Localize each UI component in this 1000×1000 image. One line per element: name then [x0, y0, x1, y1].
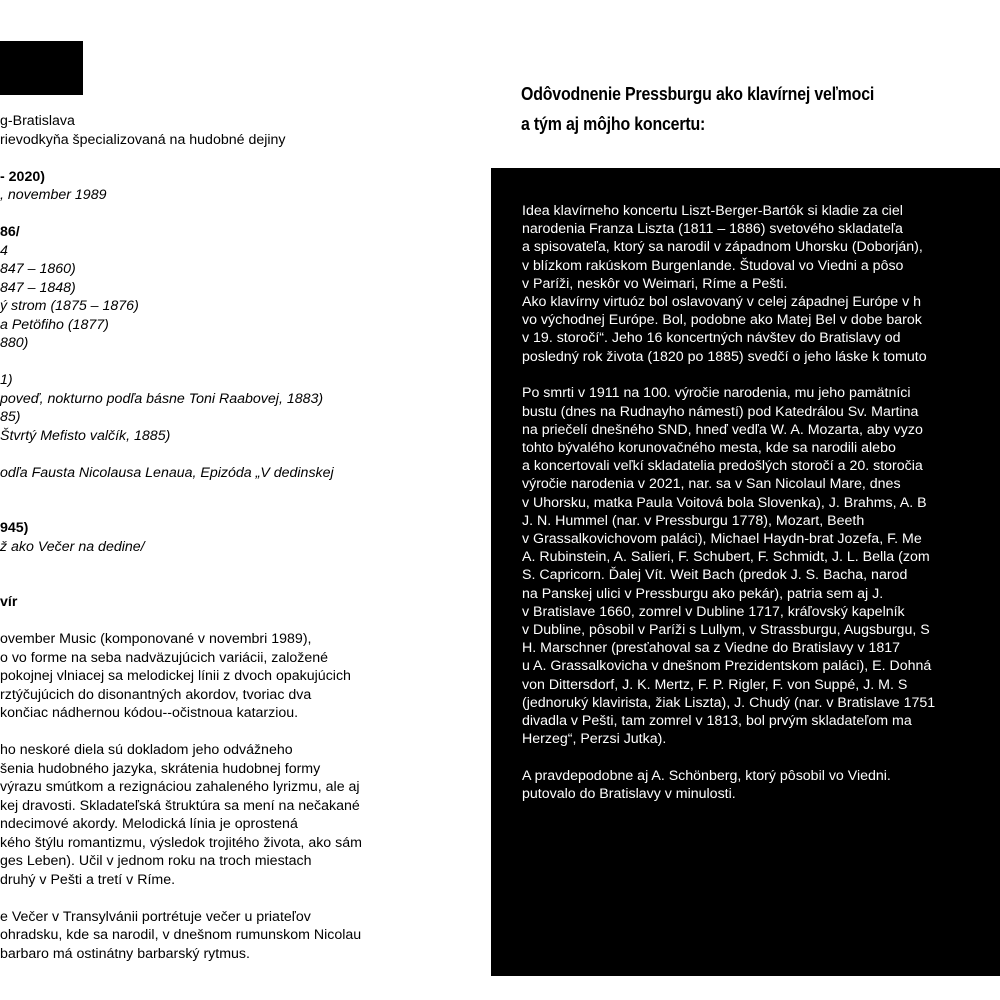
text-line: H. Marschner (presťahoval sa z Viedne do Bratislavy v 1817 [522, 640, 901, 657]
text-line: narodenia Franza Liszta (1811 – 1886) svetového skladateľa [522, 221, 903, 238]
text-line: , november 1989 [0, 187, 107, 203]
text-line: výrazu smútkom a rezignáciou zahaleného lyrizmu, ale aj [0, 779, 360, 795]
text-line: v 19. storočí“. Jeho 16 koncertných návštev do Bratislavy od [522, 330, 901, 347]
right-box-text [522, 202, 1000, 803]
text-line: ý strom (1875 – 1876) [0, 298, 139, 314]
heading-line-1: Odôvodnenie Pressburgu ako klavírnej veľmoci [521, 83, 875, 104]
text-line: v Paríži, neskôr vo Weimari, Ríme a Pešti. [522, 275, 788, 292]
text-line: u A. Grassalkovicha v dnešnom Prezidentskom paláci), E. Dohná [522, 658, 932, 675]
text-line: posledný rok života (1820 po 1885) svedčí o jeho láske k tomuto [522, 348, 927, 365]
text-line: barbaro má ostinátny barbarský rytmus. [0, 945, 250, 962]
text-line: e Večer v Transylvánii portrétuje večer u priateľov [0, 908, 311, 925]
text-line: v Dubline, pôsobil v Paríži s Lullym, v Strassburgu, Augsburgu, S [522, 621, 930, 638]
text-line: v Bratislave 1660, zomrel v Dubline 1717, kráľovský kapelník [522, 603, 905, 620]
text-line: v Grassalkovichovom paláci), Michael Haydn-brat Jozefa, F. Me [522, 530, 922, 547]
text-line: 945) [0, 520, 29, 536]
text-line: ž ako Večer na dedine/ [0, 538, 145, 555]
text-line: ohradsku, kde sa narodil, v dnešnom rumunskom Nicolau [0, 927, 362, 943]
right-page-heading [521, 79, 933, 139]
text-line: vo východnej Európe. Bol, podobne ako Matej Bel v dobe barok [522, 312, 922, 329]
text-line: kej dravosti. Skladateľská štruktúra sa mení na nečakané [0, 797, 360, 814]
text-line: ho neskoré diela sú dokladom jeho odvážneho [0, 742, 293, 758]
text-line: na Panskej ulici v Pressburgu ako pekár), patria sem aj J. [522, 585, 884, 602]
black-block [0, 41, 83, 95]
text-line: S. Capricorn. Ďalej Vít. Weit Bach (predok J. S. Bacha, narod [522, 567, 908, 584]
text-line: 847 – 1860) [0, 261, 76, 277]
text-line: 4 [0, 242, 8, 259]
text-line: v blízkom rakúskom Burgenlande. Študoval vo Viedni a pôso [522, 257, 904, 274]
text-line: odľa Fausta Nicolausa Lenaua, Epizóda „V dedinskej [0, 464, 334, 481]
text-line: Ako klavírny virtuóz bol oslavovaný v celej západnej Európe v h [522, 294, 922, 311]
text-line: divadla v Pešti, tam zomrel v 1813, bol prvým skladateľom ma [522, 712, 912, 729]
text-line: g-Bratislava [0, 113, 75, 129]
text-line: 847 – 1848) [0, 279, 76, 296]
text-line: vír [0, 594, 18, 610]
text-line: kého štýlu romantizmu, výsledok trojitého života, ako sám [0, 834, 362, 851]
text-line: Štvrtý Mefisto valčík, 1885) [0, 427, 171, 444]
text-line: v Uhorsku, matka Paula Voitová bola Slovenka), J. Brahms, A. B [522, 494, 927, 511]
text-line: poveď, nokturno podľa básne Toni Raabovej, 1883) [0, 390, 324, 407]
heading-line-2: a tým aj môjho koncertu: [521, 113, 706, 134]
text-line: rievodkyňa špecializovaná na hudobné dejiny [0, 131, 286, 148]
text-line: 86/ [0, 224, 20, 240]
text-line: tohto bývalého korunovačného mesta, kde sa narodili alebo [522, 439, 896, 456]
text-line: A. Rubinstein, A. Salieri, F. Schubert, F. Schmidt, J. L. Bella (zom [522, 549, 930, 566]
text-line: pokojnej vlniacej sa melodickej línii z dvoch opakujúcich [0, 668, 351, 684]
text-line: Idea klavírneho koncertu Liszt-Berger-Bartók si kladie za ciel [522, 203, 903, 219]
text-line: von Dittersdorf, J. K. Mertz, F. P. Rigler, F. von Suppé, J. M. S [522, 676, 908, 693]
text-line: ges Leben). Učil v jednom roku na troch miestach [0, 853, 312, 869]
right-text-box [491, 168, 1000, 976]
left-page [0, 0, 480, 1000]
text-line: Po smrti v 1911 na 100. výročie narodenia, mu jeho pamätníci [522, 385, 911, 402]
text-line: bustu (dnes na Rudnayho námestí) pod Katedrálou Sv. Martina [522, 403, 919, 420]
text-line: putovalo do Bratislavy v minulosti. [522, 786, 736, 803]
text-line: ovember Music (komponované v novembri 1989), [0, 631, 312, 647]
text-line: končiac nádhernou kódou--očistnoua katarziou. [0, 705, 299, 721]
text-line: a Petöfiho (1877) [0, 316, 109, 333]
text-line: a koncertovali veľkí skladatelia predošlých storočí a 20. storočia [522, 458, 923, 475]
text-line: šenia hudobného jazyka, skrátenia hudobnej formy [0, 760, 321, 777]
text-line: J. N. Hummel (nar. v Pressburgu 1778), Mozart, Beeth [522, 512, 865, 529]
text-line: rztýčujúcich do disonantných akordov, tvoriac dva [0, 686, 312, 703]
text-line: výročie narodenia v 2021, nar. sa v San Nicolaul Mare, dnes [522, 476, 901, 493]
text-line: a spisovateľa, ktorý sa narodil v západnom Uhorsku (Doborján), [522, 239, 923, 256]
text-line: 85) [0, 409, 21, 425]
text-line: druhý v Pešti a tretí v Ríme. [0, 871, 176, 888]
text-line: A pravdepodobne aj A. Schönberg, ktorý pôsobil vo Viedni. [522, 767, 891, 784]
text-line: 1) [0, 372, 13, 388]
text-line: Herzeg“, Perzsi Jutka). [522, 731, 667, 748]
left-page-text [0, 112, 470, 963]
text-line: ndecimové akordy. Melodická línia je oprostená [0, 816, 298, 832]
text-line: (jednoruký klavirista, žiak Liszta), J. Chudý (nar. v Bratislave 1751 [522, 694, 936, 711]
text-line: 880) [0, 335, 29, 351]
text-line: na priečelí dnešného SND, hneď vedľa W. A. Mozarta, aby vyzo [522, 421, 923, 438]
text-line: o vo forme na seba nadväzujúcich variácii, založené [0, 649, 329, 666]
text-line: - 2020) [0, 168, 45, 185]
